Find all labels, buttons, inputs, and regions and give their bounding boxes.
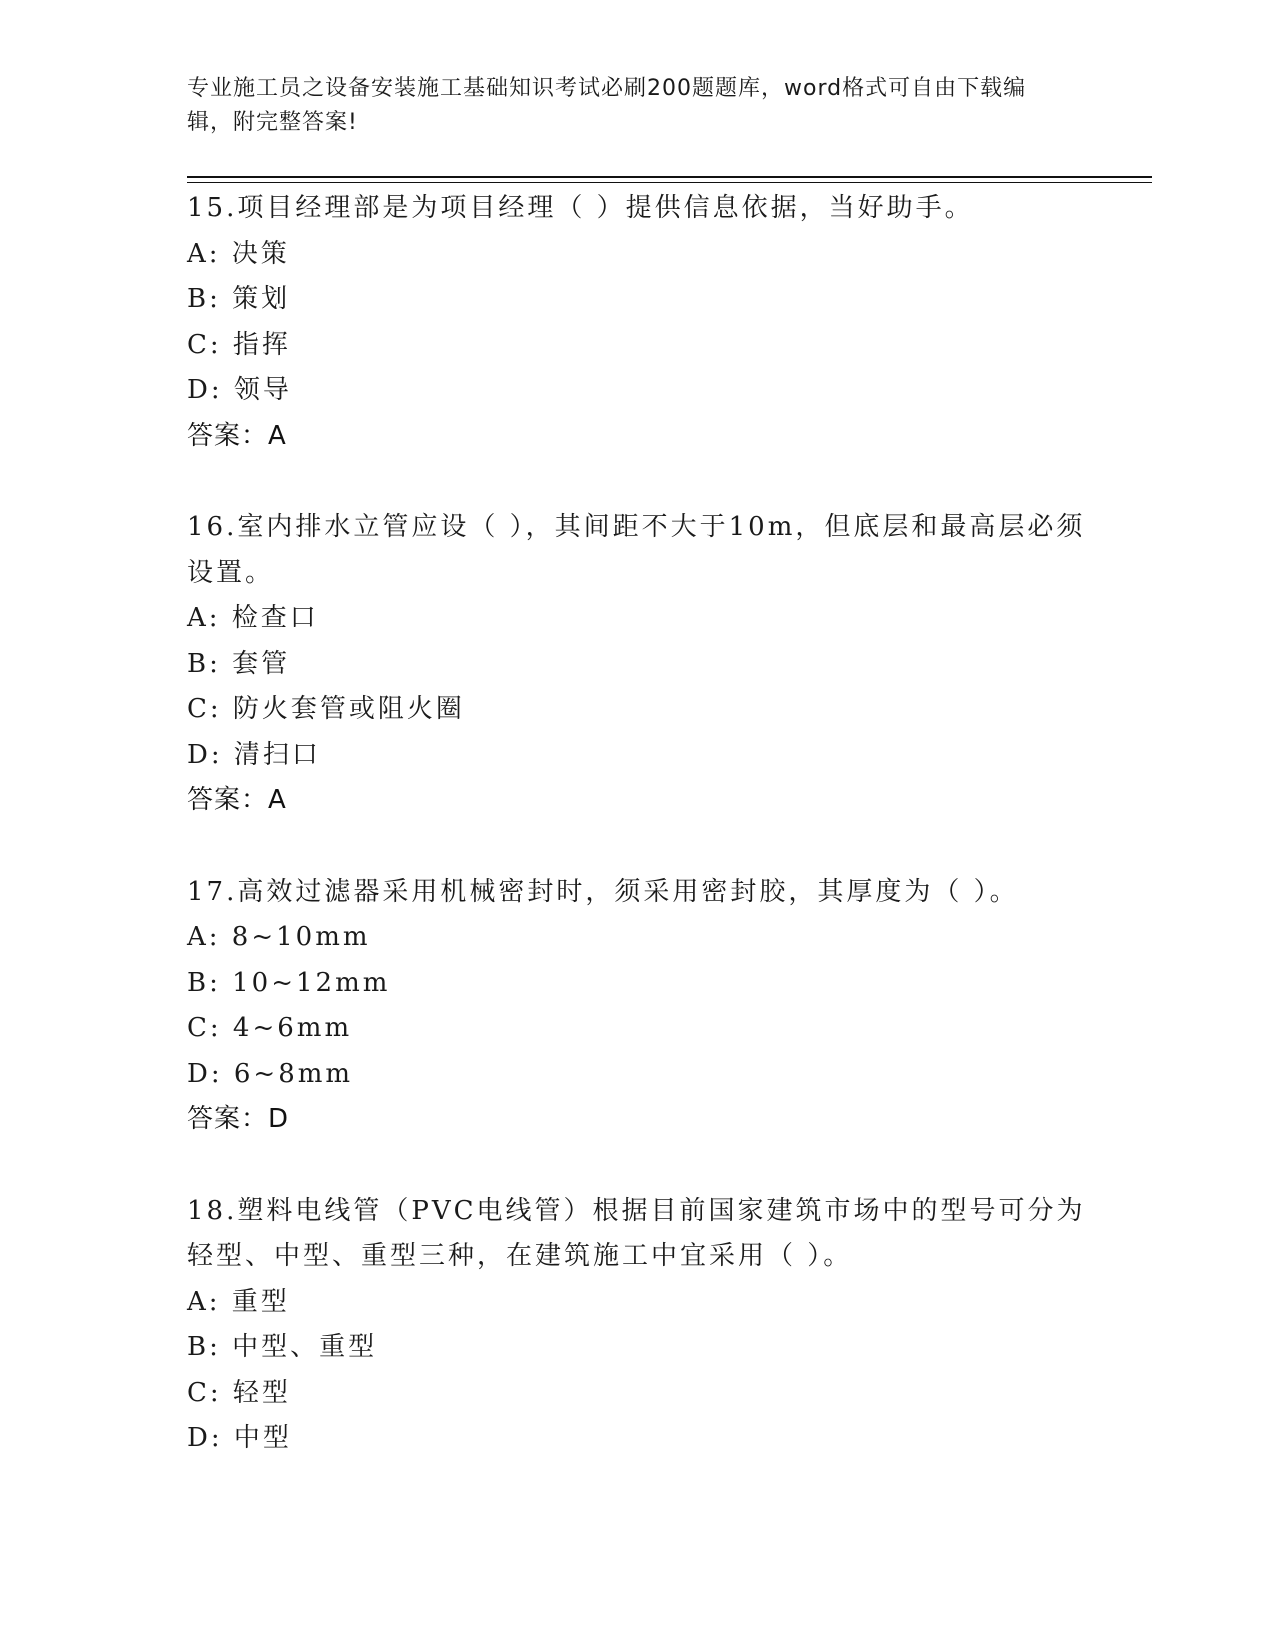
option-a: A: 决策: [187, 238, 290, 269]
question-list: [187, 186, 1087, 1508]
answer-line: 答案：A: [187, 420, 287, 451]
option-c: C: 防火套管或阻火圈: [187, 694, 465, 724]
option-a: A: 检查口: [187, 603, 319, 633]
option-a: A: 8~10mm: [187, 922, 371, 952]
header-divider-thick: [187, 176, 1152, 178]
question-stem: 17.高效过滤器采用机械密封时，须采用密封胶，其厚度为（ ）。: [187, 876, 1019, 907]
question-stem: 16.室内排水立管应设（ ），其间距不大于10m，但底层和最高层必须设置。: [187, 512, 1086, 588]
question-17: [187, 870, 1087, 1143]
option-c: C: 轻型: [187, 1377, 291, 1408]
question-stem: 15.项目经理部是为项目经理（ ）提供信息依据，当好助手。: [187, 193, 974, 223]
answer-line: 答案：A: [187, 785, 287, 815]
option-a: A: 重型: [187, 1286, 290, 1317]
option-d: D: 中型: [187, 1423, 292, 1453]
answer-line: 答案：D: [187, 1104, 290, 1134]
option-b: B: 中型、重型: [187, 1332, 378, 1362]
option-b: B: 套管: [187, 648, 291, 679]
option-d: D: 领导: [187, 375, 292, 405]
document-header: 专业施工员之设备安装施工基础知识考试必刷200题题库，word格式可自由下载编辑，附完整答案!: [187, 76, 1027, 135]
question-15: [187, 186, 1087, 459]
option-b: B: 10~12mm: [187, 967, 391, 998]
question-16: [187, 505, 1087, 824]
option-b: B: 策划: [187, 284, 291, 314]
question-18: [187, 1189, 1087, 1462]
option-c: C: 指挥: [187, 329, 291, 360]
option-d: D: 6~8mm: [187, 1058, 354, 1089]
option-d: D: 清扫口: [187, 739, 321, 770]
option-c: C: 4~6mm: [187, 1013, 353, 1043]
question-stem: 18.塑料电线管（PVC电线管）根据目前国家建筑市场中的型号可分为轻型、中型、重型三种，在建筑施工中宜采用（ ）。: [187, 1195, 1086, 1271]
header-divider-thin: [187, 182, 1152, 183]
